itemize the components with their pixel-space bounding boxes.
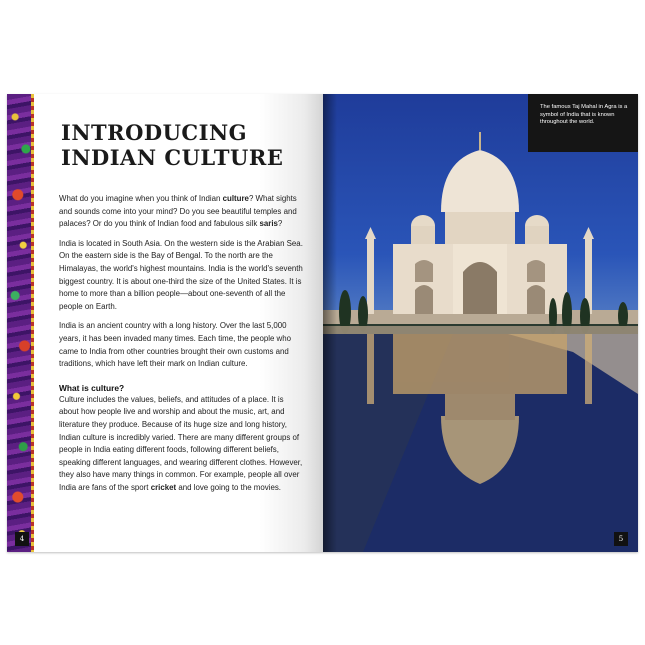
page-number-right: 5: [614, 532, 628, 546]
paragraph-2: India is located in South Asia. On the western side is the Arabian Sea. On the eastern side is the Bay of Bengal. To the north are the Himalayas, the world's highest mountains. India is the world's seventh biggest country. It is about one-third the size of the United States. It is home to more than a billion people—about one-seventh of all the people on Earth.: [59, 238, 303, 311]
paragraph-3: India is an ancient country with a long history. Over the last 5,000 years, it has been invaded many times. Each time, the people who came to India from other countries brought their own customs and traditions, which have left their mark on Indian culture.: [59, 321, 292, 369]
paragraph-4: [59, 394, 305, 495]
photo-caption: The famous Taj Mahal in Agra is a symbol of India that is known throughout the world.: [528, 94, 638, 152]
p4-text-2: and love going to the movies.: [176, 482, 281, 492]
p4-text-1: Culture includes the values, beliefs, and attitudes of a place. It is about how people live and worship and about the music, art, and literature they produce. Because of its huge size and long history, Indian culture is incredibly varied. There are many different groups of people in India eating different foods, following different beliefs, speaking different languages, and wearing different clothes. However, they also have many things in common. For example, people all over India are fans of the sport: [59, 394, 303, 492]
main-dome: [441, 150, 519, 212]
book-spread: [7, 94, 638, 552]
main-arch: [463, 262, 497, 314]
page-number-left: 4: [15, 532, 29, 546]
p1-text-2: ? What sights and sounds come into your mind? Do you see beautiful temples and palaces? Or do you think of Indian food and fabulous silk: [59, 194, 297, 229]
taj-mahal-photo: [323, 94, 638, 552]
title-line-1: INTRODUCING: [61, 120, 248, 145]
decorative-fabric-border: [7, 94, 34, 552]
p1-text-1: What do you imagine when you think of Indian: [59, 194, 223, 203]
left-page: [7, 94, 323, 552]
gutter-shadow: [323, 94, 337, 552]
glossary-term-saris: saris: [259, 219, 278, 229]
paragraph-1: [59, 193, 305, 231]
body-text: [59, 193, 305, 501]
right-page: [323, 94, 638, 552]
page-title: [61, 120, 291, 170]
title-line-2: INDIAN CULTURE: [61, 145, 284, 170]
section-heading: What is culture?: [59, 382, 125, 393]
glossary-term-cricket: cricket: [150, 482, 177, 492]
p1-text-3: ?: [277, 219, 283, 229]
glossary-term-culture: culture: [222, 194, 249, 203]
